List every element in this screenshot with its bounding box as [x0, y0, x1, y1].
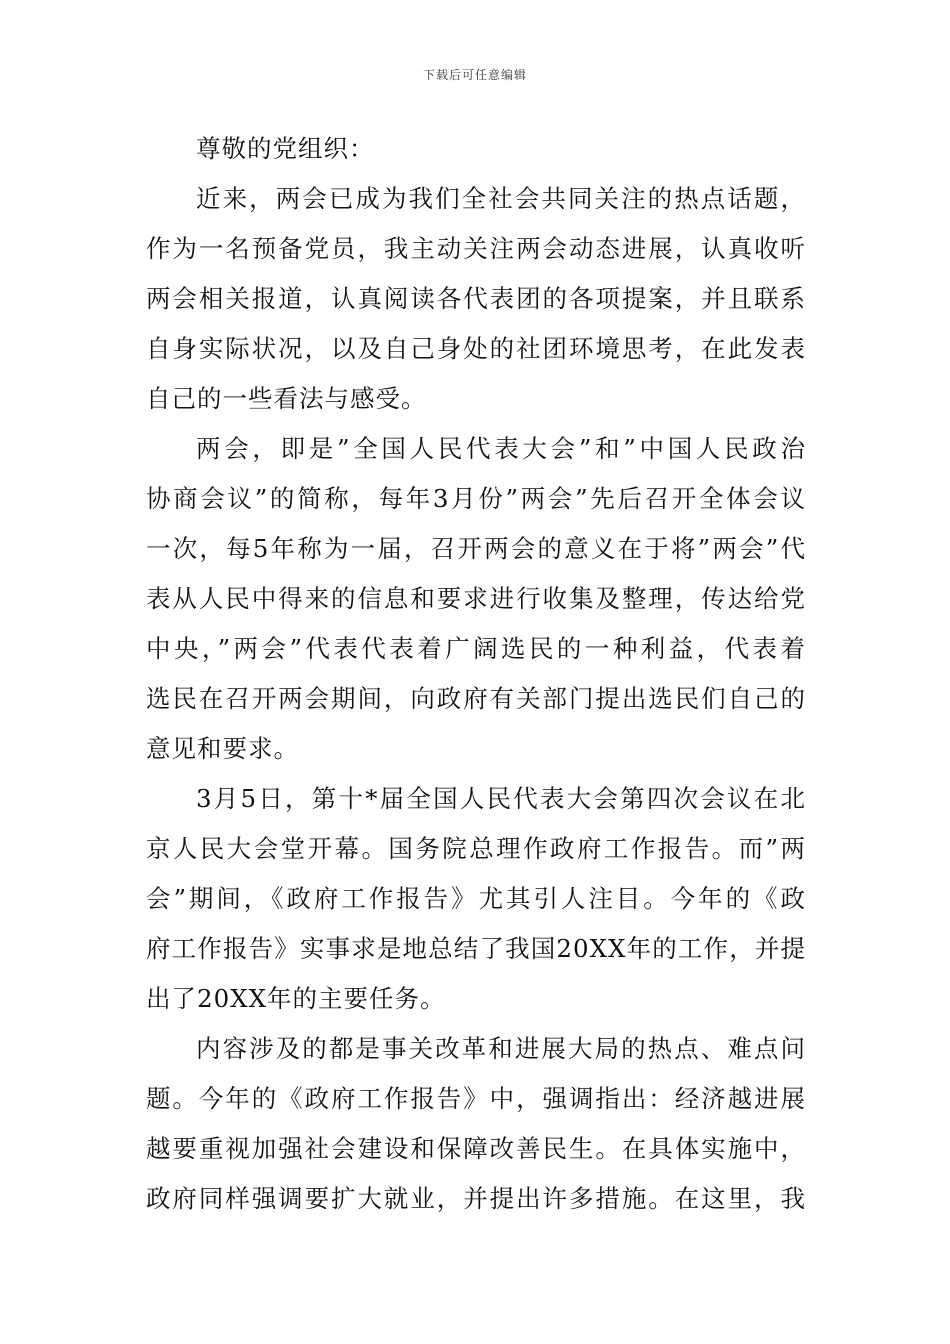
paragraph-line: 京人民大会堂开幕。国务院总理作政府工作报告。而”两	[146, 834, 806, 863]
paragraph-line: 协商会议”的简称，每年3月份”两会”先后召开全体会议	[146, 484, 806, 513]
paragraph-line: 中央，”两会”代表代表着广阔选民的一种利益，代表着	[146, 634, 806, 663]
paragraph-line: 表从人民中得来的信息和要求进行收集及整理，传达给党	[146, 584, 806, 613]
paragraph-line: 一次，每5年称为一届，召开两会的意义在于将”两会”代	[146, 534, 806, 563]
paragraph-line: 会”期间，《政府工作报告》尤其引人注目。今年的《政	[146, 884, 806, 913]
paragraph-line: 作为一名预备党员，我主动关注两会动态进展，认真收听	[146, 234, 806, 263]
paragraph-line: 两会，即是”全国人民代表大会”和”中国人民政治	[196, 434, 806, 463]
paragraph-line: 3月5日，第十*届全国人民代表大会第四次会议在北	[196, 784, 806, 813]
paragraph-line: 两会相关报道，认真阅读各代表团的各项提案，并且联系	[146, 284, 806, 313]
paragraph-line: 内容涉及的都是事关改革和进展大局的热点、难点问	[196, 1034, 806, 1063]
paragraph-line: 自己的一些看法与感受。	[146, 384, 427, 413]
paragraph-line: 出了20XX年的主要任务。	[146, 984, 446, 1013]
paragraph-line: 府工作报告》实事求是地总结了我国20XX年的工作，并提	[146, 934, 806, 963]
paragraph-line: 越要重视加强社会建设和保障改善民生。在具体实施中，	[146, 1134, 806, 1163]
paragraph-line: 选民在召开两会期间，向政府有关部门提出选民们自己的	[146, 684, 806, 713]
paragraph-line: 题。今年的《政府工作报告》中，强调指出：经济越进展	[146, 1084, 806, 1113]
paragraph-3	[146, 774, 806, 1024]
paragraph-line: 近来，两会已成为我们全社会共同关注的热点话题，	[196, 184, 806, 213]
paragraph-1	[146, 174, 806, 424]
paragraph-2	[146, 424, 806, 774]
greeting: 尊敬的党组织：	[196, 134, 375, 163]
page-header-note: 下载后可任意编辑	[422, 68, 527, 82]
paragraph-4	[146, 1024, 806, 1224]
paragraph-line: 意见和要求。	[146, 734, 299, 763]
document-body	[146, 124, 806, 1224]
paragraph-line: 政府同样强调要扩大就业，并提出许多措施。在这里，我	[146, 1184, 806, 1213]
paragraph-line: 自身实际状况，以及自己身处的社团环境思考，在此发表	[146, 334, 806, 363]
